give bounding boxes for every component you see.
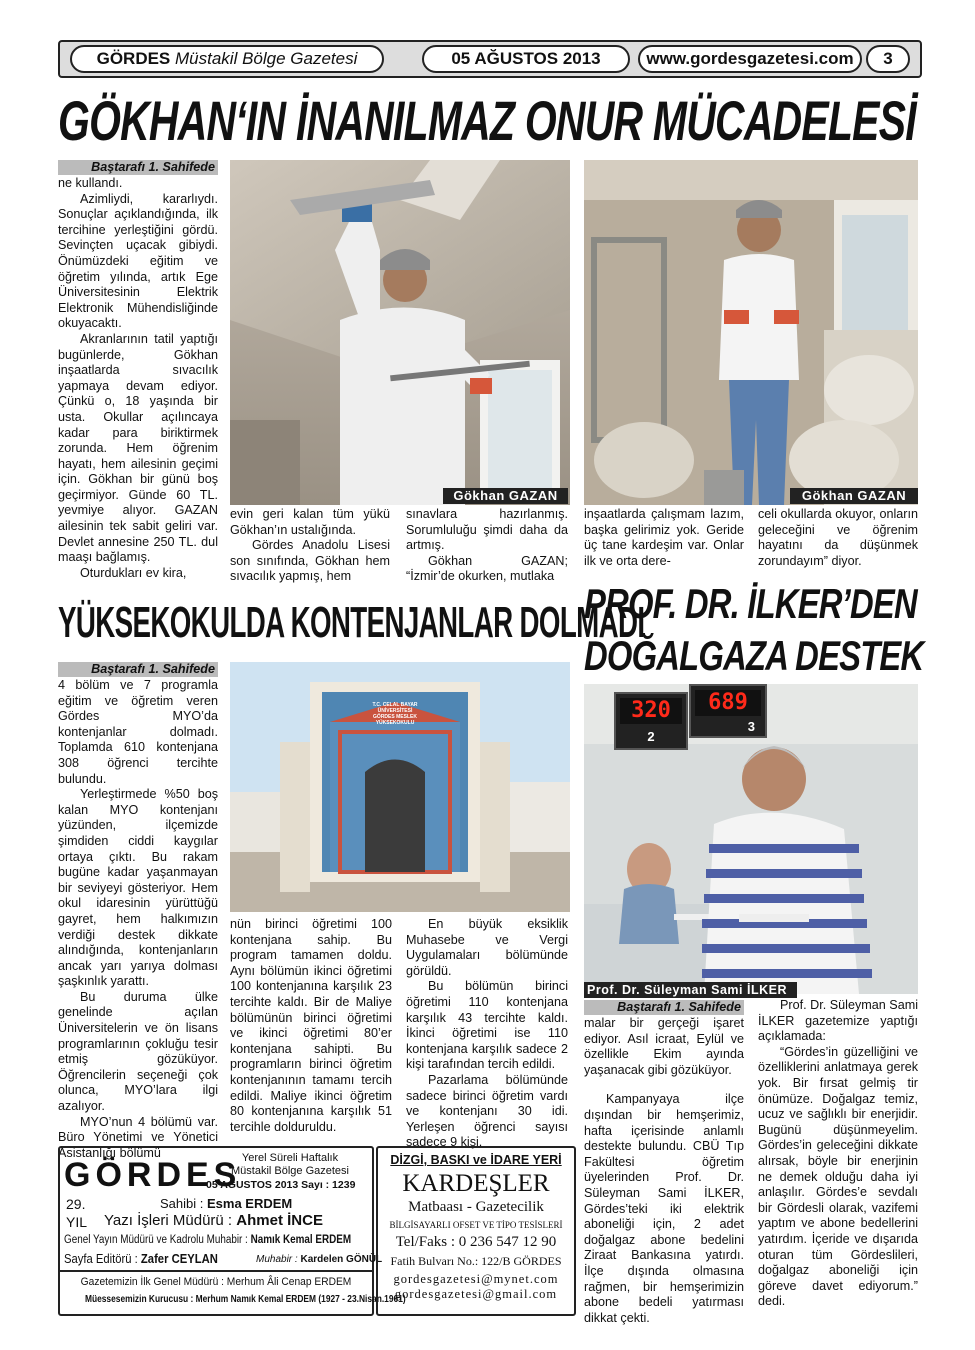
paper-name: GÖRDES Müstakil Bölge Gazetesi — [70, 45, 384, 73]
paragraph: Bu bölümün birinci öğretimi 110 kontenjana karşılık 43 tercihte kaldı. İkinci öğretimi ise 110 kontenjana karşılık sadece 2 kişi tarafından tercih edildi. — [406, 979, 568, 1072]
printer-phone: Tel/Faks : 0 236 547 12 90 — [395, 1234, 557, 1250]
article3-headline-line1: PROF. DR. İLKER’DEN — [584, 580, 917, 627]
paragraph: Akranlarının tatil yaptığı bugünlerde, Gökhan inşaatlarda sıvacılık yapmaya devam ediyor. Çünkü o, 18 yaşında bir usta. Okullar açılıncaya kadar para biriktirmek zorunda. Hem öğrenim hayatı, hem ailesinin geçimi için. Gökhan bir günü boş geçirmiyor. Günde 60 TL. yevmiye alıyor. GAZAN ailesinin tek sabit geliri var. Devlet annesine 250 TL. dul maaşı bağlamış. — [58, 331, 218, 565]
paragraph: “Gördes’in güzelliğini ve özelliklerini anlatmaya gerek yok. Bir fırsat gelmiş tir önümüze. Doğalgaz temiz, ucuz ve sağlıklı bir enerjidir. Bugünü düşünmeyelim. Gördes’in geleceğini dikkate alırsak, böyle bir enerjinin ne demek olduğu daha iyi anlaşılır. Gördes’e sevdalı bir Gördesli olarak, vazifemi yaptım ve abone bedellerini yatırdım. İçeride ve dışarıda oturan tüm Gördeslileri, doğalgaz aboneliği için göreve davet ediyorum.” dedi. — [758, 1044, 918, 1309]
printer-email-1: gordesgazetesi@mynet.com — [393, 1272, 559, 1286]
counter-number: 2 — [647, 729, 655, 744]
printer-sub: Matbaası - Gazetecilik — [408, 1199, 544, 1215]
photo-caption: Prof. Dr. Süleyman Sami İLKER — [584, 982, 797, 998]
article3-column-1 — [584, 1000, 744, 1326]
photo-gokhan-standing — [584, 160, 918, 505]
photo-caption: Gökhan GAZAN — [443, 488, 568, 504]
masthead-founder: Müessesemizin Kurucusu : Merhum Namık Kemal ERDEM (1927 - 23.Nisan.1961) — [84, 1294, 406, 1305]
masthead-gm: Genel Yayın Müdürü ve Kadrolu Muhabir : Namık Kemal ERDEM — [64, 1234, 352, 1246]
article1-column-2 — [230, 507, 390, 585]
paragraph: Prof. Dr. Süleyman Sami İLKER gazetemize yaptığı açıklamada: — [758, 998, 918, 1044]
article1-headline: GÖKHAN‘IN İNANILMAZ ONUR MÜCADELESİ — [58, 89, 916, 152]
paragraph: En büyük eksiklik Muhasebe ve Vergi Uygulamaları bölümünde görüldü. — [406, 917, 568, 978]
queue-number: 689 — [695, 690, 761, 716]
masthead-title: GÖRDES — [64, 1156, 242, 1194]
paragraph: celi okullarda okuyor, onların geleceğini ve öğrenim hayatını da düşünmek zorundayım” diyor. — [758, 507, 918, 568]
photo-myo-building — [230, 662, 570, 912]
masthead-page-editor: Sayfa Editörü : Zafer CEYLAN — [64, 1252, 218, 1266]
printer-email-2: gordesgazetesi@gmail.com — [394, 1287, 558, 1301]
building-sign: T.C. CELAL BAYAR ÜNİVERSİTESİ GÖRDES MESLEK YÜKSEKOKULU — [372, 702, 418, 726]
printer-name: KARDEŞLER — [402, 1170, 550, 1197]
article3-column-2 — [758, 998, 918, 1310]
paragraph: 4 bölüm ve 7 programla eğitim ve öğretim veren Gördes MYO’da kontenjanlar dolmadı. Toplamda 610 kontenjana 308 öğrenci tercihte bulundu. — [58, 678, 218, 786]
masthead-sub: Müstakil Bölge Gazetesi — [231, 1165, 349, 1177]
article3-headline-line2: DOĞALGAZA DESTEK — [584, 632, 924, 679]
paragraph: Gökhan GAZAN; “İzmir’de okurken, mutlaka — [406, 553, 568, 584]
printer-services: BİLGİSAYARLI OFSET VE TİPO TESİSLERİ — [389, 1220, 563, 1230]
paragraph: Gördes Anadolu Lisesi son sınıfında, Gökhan hem sıvacılık yapmış, hem — [230, 538, 390, 584]
article2-headline: YÜKSEKOKULDA KONTENJANLAR DOLMADI — [58, 598, 645, 647]
article2-column-2 — [230, 917, 392, 1135]
page-header — [58, 40, 922, 78]
masthead-year-label: YIL — [66, 1214, 88, 1230]
paragraph: sınavlara hazırlanmış. Sorumluluğu şimdi daha da artmış. — [406, 507, 568, 553]
paragraph: Azimliydi, kararlıydı. Sonuçlar açıklandığında, ilk tercihine yerleştiğini gördü. Sevinçten uçacak gibiydi. Önümüzdeki eğitim ve öğretim yılında, artık Ege Üniversitesinin Elektrik Elektronik Mühendisliğinde okuyacaktı. — [58, 191, 218, 331]
continued-tag: Baştarafı 1. Sahifede — [584, 1000, 744, 1015]
article1-column-5 — [758, 507, 918, 569]
article1-column-1 — [58, 160, 218, 581]
paragraph: Bu duruma ülke genelinde açılan Üniversitelerin ve ön lisans programlarının çokluğu tesir etmiş gözüküyor. Öğrencilerin seçeneği çok olunca, MYO’lara ilgi azalıyor. — [58, 989, 218, 1114]
paragraph: malar bir gerçeği işaret ediyor. Asıl icraat, Eylül ve özellikle Ekim ayında yaşanacak gibi gözüküyor. — [584, 1016, 744, 1077]
printer-address: Fatih Bulvarı No.: 122/B GÖRDES — [390, 1254, 562, 1268]
masthead-weekly: Yerel Süreli Haftalık — [241, 1152, 339, 1164]
queue-display-2 — [689, 684, 767, 738]
paragraph: MYO’nun 4 bölümü var. Büro Yönetimi ve Yönetici Asistanlığı bölümü — [58, 1114, 218, 1160]
paragraph: Kampanyaya ilçe dışından bir hemşerimiz, hafta içerisinde anlamlı destekte bulundu. CBÜ Tıp Fakültesi öğretim üyelerinden Prof. Dr. Süleyman Sami İLKER, Gördes’teki iki elektrik aboneliği için, 2 adet doğalgaz abone bedelini Ziraat Bankasına yatırdı. İlçe dışında olmasına rağmen, bir hemşerimizin abone bedeli yatırması dikkat çekti. — [584, 1092, 744, 1325]
queue-number: 320 — [620, 698, 682, 724]
photo-gokhan-plastering — [230, 160, 570, 505]
masthead-reporter: Muhabir : Kardelen GÖNÜL — [256, 1254, 383, 1265]
paragraph: inşaatlarda çalışmam lazım, başka gelirimiz yok. Geride üç tane kardeşim var. Onlar ilk ve orta dere- — [584, 507, 744, 568]
photo-caption: Gökhan GAZAN — [790, 488, 918, 504]
article2-column-1 — [58, 662, 218, 1161]
paragraph: evin geri kalan tüm yükü Gökhan’ın ustalığında. — [230, 507, 390, 537]
paragraph: nün birinci öğretimi 100 kontenjana sahip. Bu program tamamen doldu. Aynı bölümün ikinci öğretimi 100 kontenjanına karşılık 23 tercihte kaldı. Bir de Maliye bölümünün birinci öğretimi ve ikinci öğretimi 80’er kontenjana sahipti. Bu programların birinci öğretim kontenjanının tamamı tercih edildi. Maliye ikinci öğretim 80 kontenjanına karşılık 51 tercihle dolduruldu. — [230, 917, 392, 1134]
masthead-date-issue: 05 AĞUSTOS 2013 Sayı : 1239 — [206, 1179, 356, 1191]
counter-number: 3 — [747, 719, 755, 734]
continued-tag: Baştarafı 1. Sahifede — [58, 160, 218, 175]
masthead-box — [58, 1146, 406, 1316]
paragraph: ne kullandı. — [58, 176, 123, 190]
printer-heading: DİZGİ, BASKI ve İDARE YERİ — [390, 1153, 562, 1167]
paragraph: Oturdukları ev kira, — [80, 565, 187, 580]
paragraph: Yerleştirmede %50 boş kalan MYO kontenjanı yüzünden, ilçemizde şimdiden ciddi kaygılar ortaya çıktı. Bu rakam bugüne kadar yaşanmayan bir seviyeyi gösteriyor. Hem okul idaresinin yürüttüğü gayret, hem halkımızın verdiği destek dikkate alındığında, kontenjanların ancak yarı yarıya dolması şaşkınlık yarattı. — [58, 787, 218, 989]
masthead-first-gm: Gazetemizin İlk Genel Müdürü : Merhum Âli Cenap ERDEM — [80, 1276, 352, 1288]
article2-column-3 — [406, 917, 568, 1151]
article1-column-4 — [584, 507, 744, 569]
masthead-year-num: 29. — [66, 1196, 86, 1212]
page-number: 3 — [866, 45, 910, 73]
photo-prof-ilker — [584, 684, 918, 994]
paragraph: Pazarlama bölümünde sadece birinci öğretim vardı ve kontenjanı 30 idi. Yerleşen öğrenci sayısı sadece 9 kişi. — [406, 1072, 568, 1150]
continued-tag: Baştarafı 1. Sahifede — [58, 662, 218, 677]
masthead-editor: Yazı İşleri Müdürü : Ahmet İNCE — [104, 1212, 323, 1229]
masthead-owner: Sahibi : Esma ERDEM — [160, 1196, 293, 1211]
website: www.gordesgazetesi.com — [638, 45, 862, 73]
queue-display-1 — [614, 692, 688, 750]
issue-date: 05 AĞUSTOS 2013 — [422, 45, 630, 73]
article1-column-3 — [406, 507, 568, 585]
printer-box — [376, 1146, 576, 1316]
